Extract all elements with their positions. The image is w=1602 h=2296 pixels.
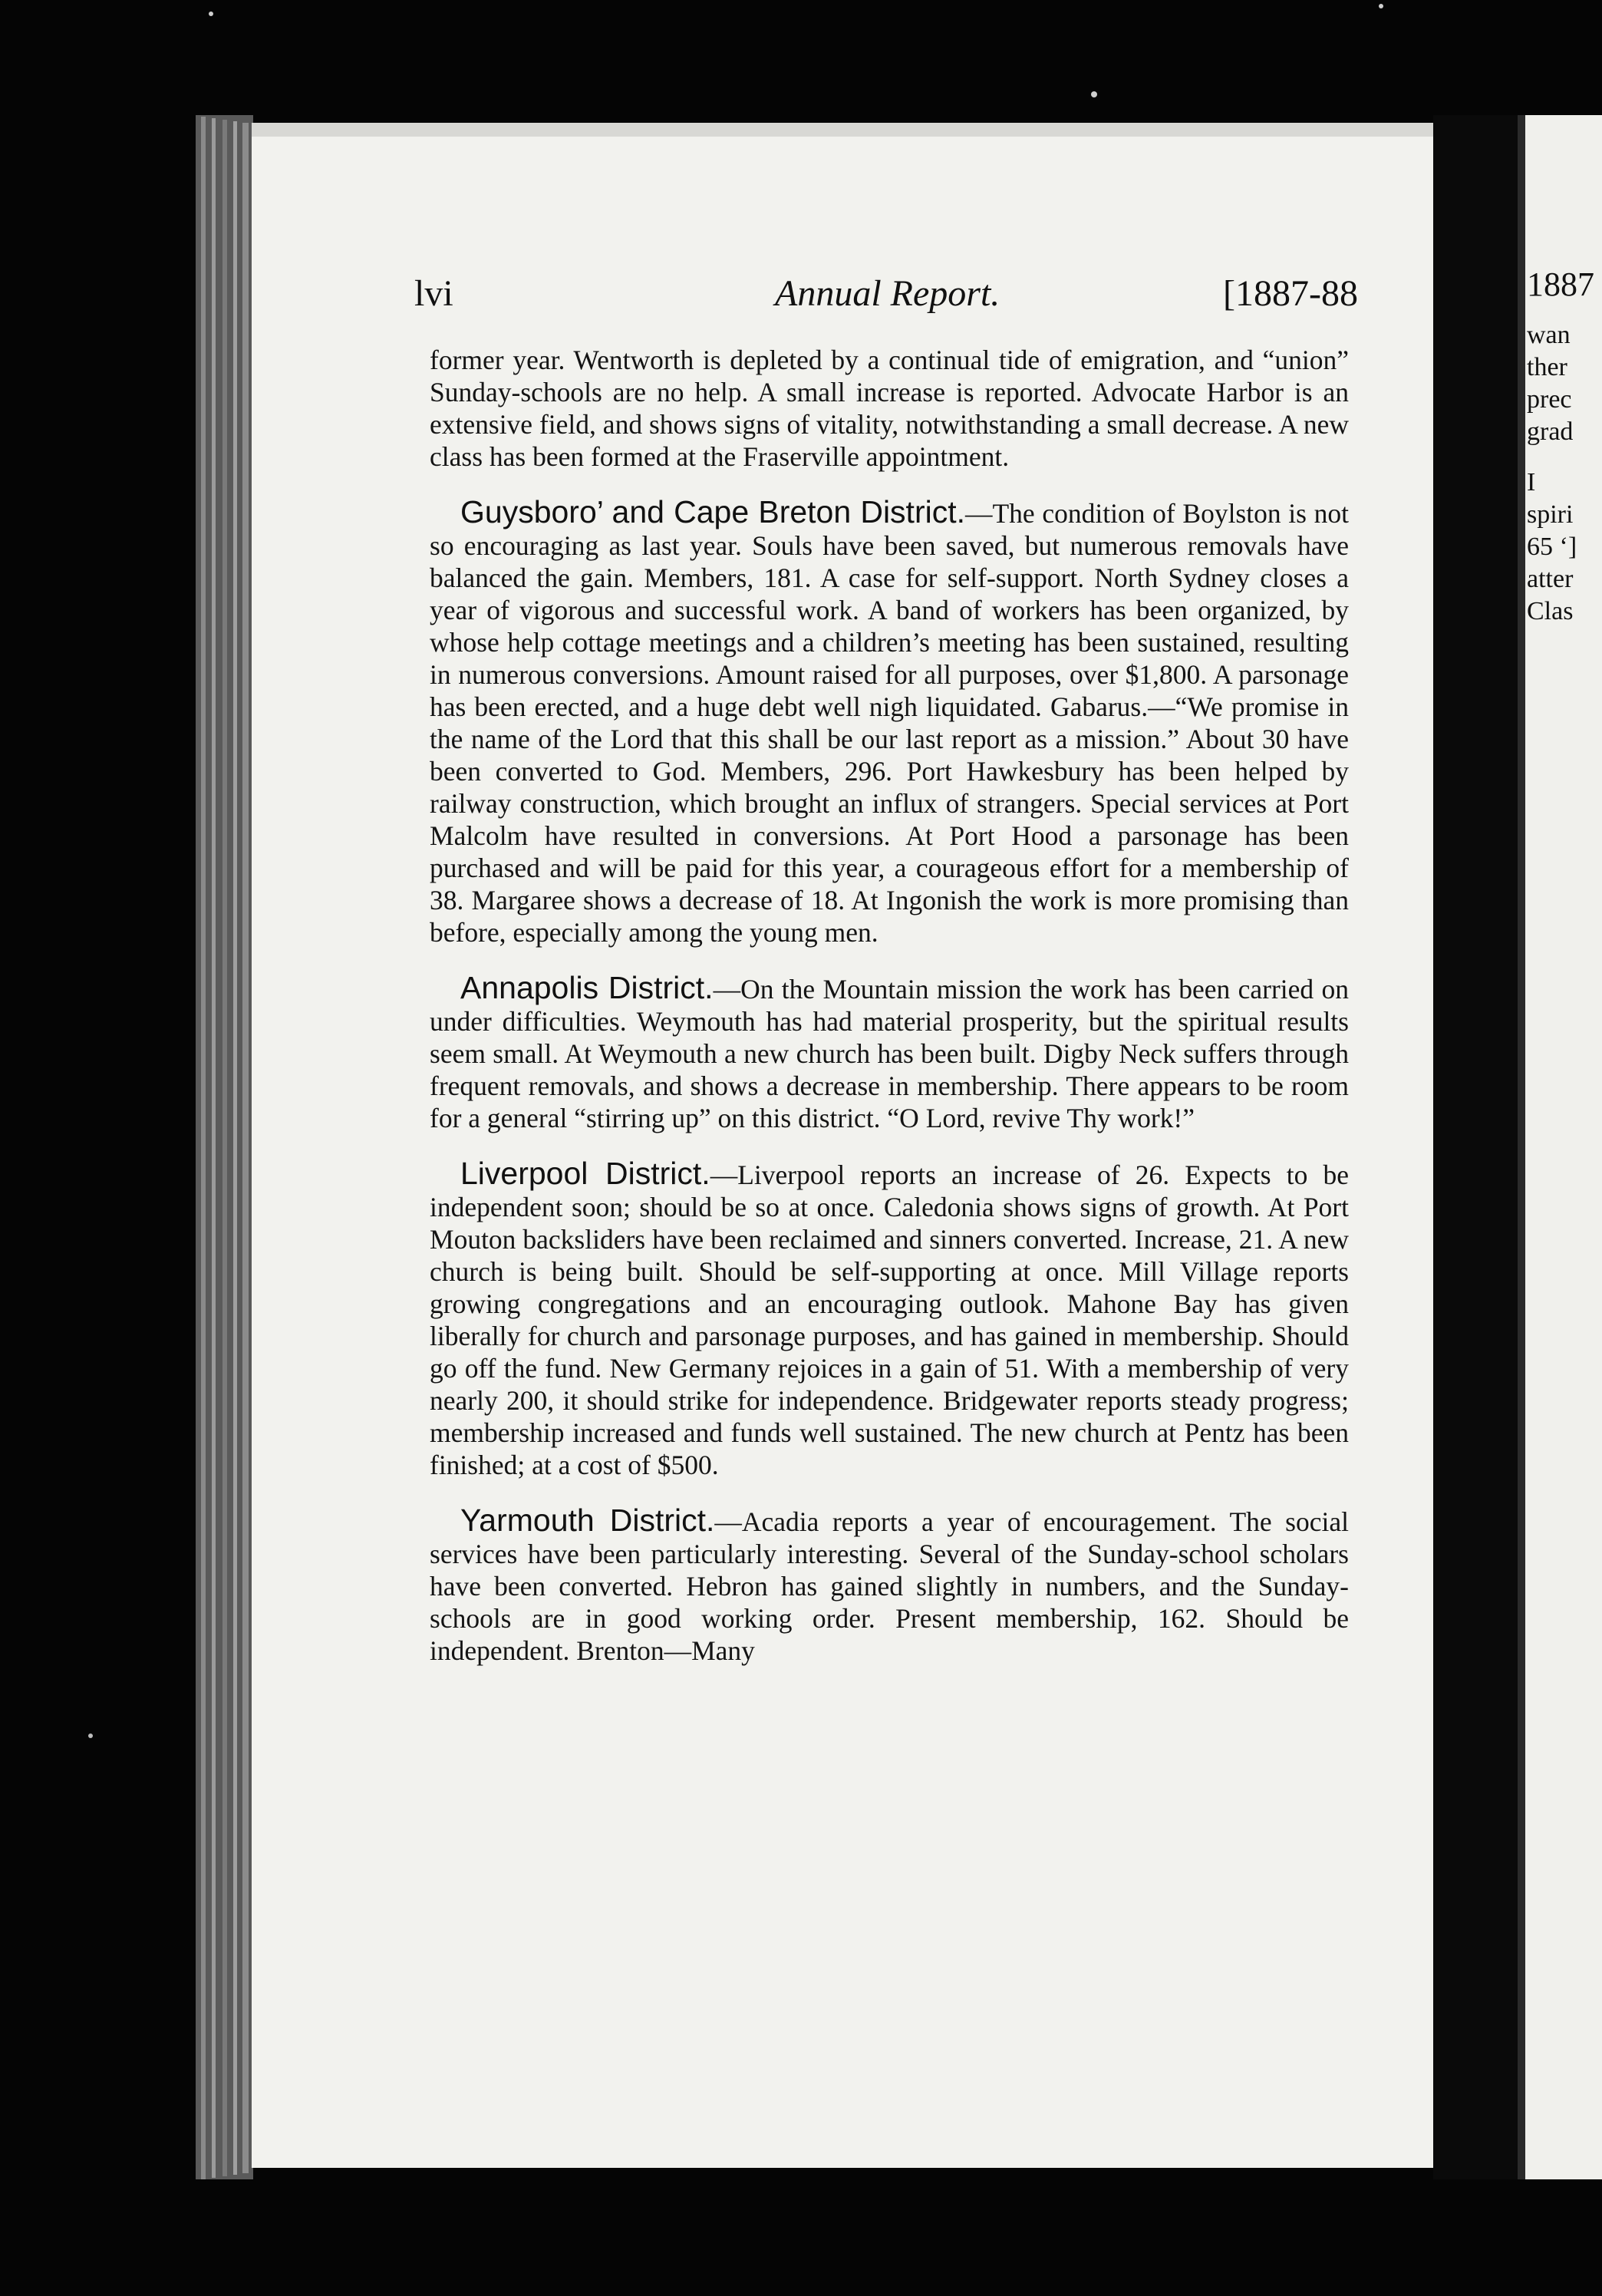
fragment-line: ther xyxy=(1527,353,1567,381)
paragraph-continuation xyxy=(430,344,1349,473)
page-body xyxy=(430,344,1349,1667)
fragment-line: wan xyxy=(1527,321,1571,349)
paragraph-guysboro xyxy=(430,496,1349,948)
paragraph-text: former year. Wentworth is depleted by a continual tide of emigration, and “union” Sunday-schools are no help. A small increase is reported. Advocate Harbor is an extensive field, and shows signs of vitality, notwithstanding a small decrease. A new class has been formed at the Fraserville appointment. xyxy=(430,345,1349,472)
paragraph-text: —Liverpool reports an increase of 26. Expects to be independent soon; should be so at once. Caledonia shows signs of growth. At Port Mouton backsliders have been reclaimed and sinners converted. Increase, 21. A new church is being built. Should be self-supporting at once. Mill Village reports growing congregations and an encouraging outlook. Mahone Bay has given liberally for church and parsonage purposes, and has gained in membership. Should go off the fund. New Germany rejoices in a gain of 51. With a membership of very nearly 200, it should strike for independence. Bridgewater reports steady progress; membership increased and funds well sustained. The new church at Pentz has been finished; at a cost of $500. xyxy=(430,1160,1349,1480)
fragment-line: 65 ‘] xyxy=(1527,533,1577,561)
fragment-line: prec xyxy=(1527,385,1572,414)
fragment-line: spiri xyxy=(1527,500,1574,529)
fragment-line: atter xyxy=(1527,565,1574,593)
paragraph-annapolis xyxy=(430,972,1349,1134)
district-heading: Yarmouth District. xyxy=(460,1503,715,1538)
district-heading: Guysboro’ and Cape Breton District. xyxy=(460,494,965,529)
right-page-header: 1887 xyxy=(1527,269,1594,303)
running-head xyxy=(414,272,1358,326)
district-heading: Liverpool District. xyxy=(460,1156,710,1191)
fragment-line: grad xyxy=(1527,417,1574,446)
fragment-line: I xyxy=(1527,468,1536,496)
page-title: Annual Report. xyxy=(775,273,1000,314)
paragraph-yarmouth xyxy=(430,1504,1349,1667)
paragraph-text: —On the Mountain mission the work has been carried on under difficulties. Weymouth has had material prosperity, but the spiritual results seem small. At Weymouth a new church has been built. Digby Neck suffers through frequent removals, and shows a decrease in membership. There appears to be room for a general “stirring up” on this district. “O Lord, revive Thy work!” xyxy=(430,974,1349,1133)
paragraph-liverpool xyxy=(430,1157,1349,1481)
paragraph-text: —Acadia reports a year of encouragement. The social services have been particularly interesting. Several of the Sunday-school scholars have been converted. Hebron has gained slightly in numbers, and the Sunday-schools are in good working order. Present membership, 162. Should be independent. Brenton—Many xyxy=(430,1506,1349,1666)
page-number: lvi xyxy=(414,273,453,314)
district-heading: Annapolis District. xyxy=(460,970,714,1005)
paragraph-text: —The condition of Boylston is not so encouraging as last year. Souls have been saved, but numerous removals have balanced the gain. Members, 181. A case for self-support. North Sydney closes a year of vigorous and successful work. A band of workers has been organized, by whose help cottage meetings and a children’s meeting has been sustained, resulting in numerous conversions. Amount raised for all purposes, over $1,800. A parsonage has been erected, and a huge debt well nigh liquidated. Gabarus.—“We promise in the name of the Lord that this shall be our last report as a mission.” About 30 have been converted to God. Members, 296. Port Hawkesbury has been helped by railway construction, which brought an influx of strangers. Special services at Port Malcolm have resulted in conversions. At Port Hood a parsonage has been purchased and will be paid for this year, a courageous effort for a membership of 38. Margaree shows a decrease of 18. At Ingonish the work is more promising than before, especially among the young men. xyxy=(430,498,1350,948)
gutter xyxy=(1433,115,1519,2179)
year-range: [1887-88 xyxy=(1223,273,1358,314)
right-page-fragment xyxy=(1527,269,1602,628)
fragment-line: Clas xyxy=(1527,597,1574,625)
